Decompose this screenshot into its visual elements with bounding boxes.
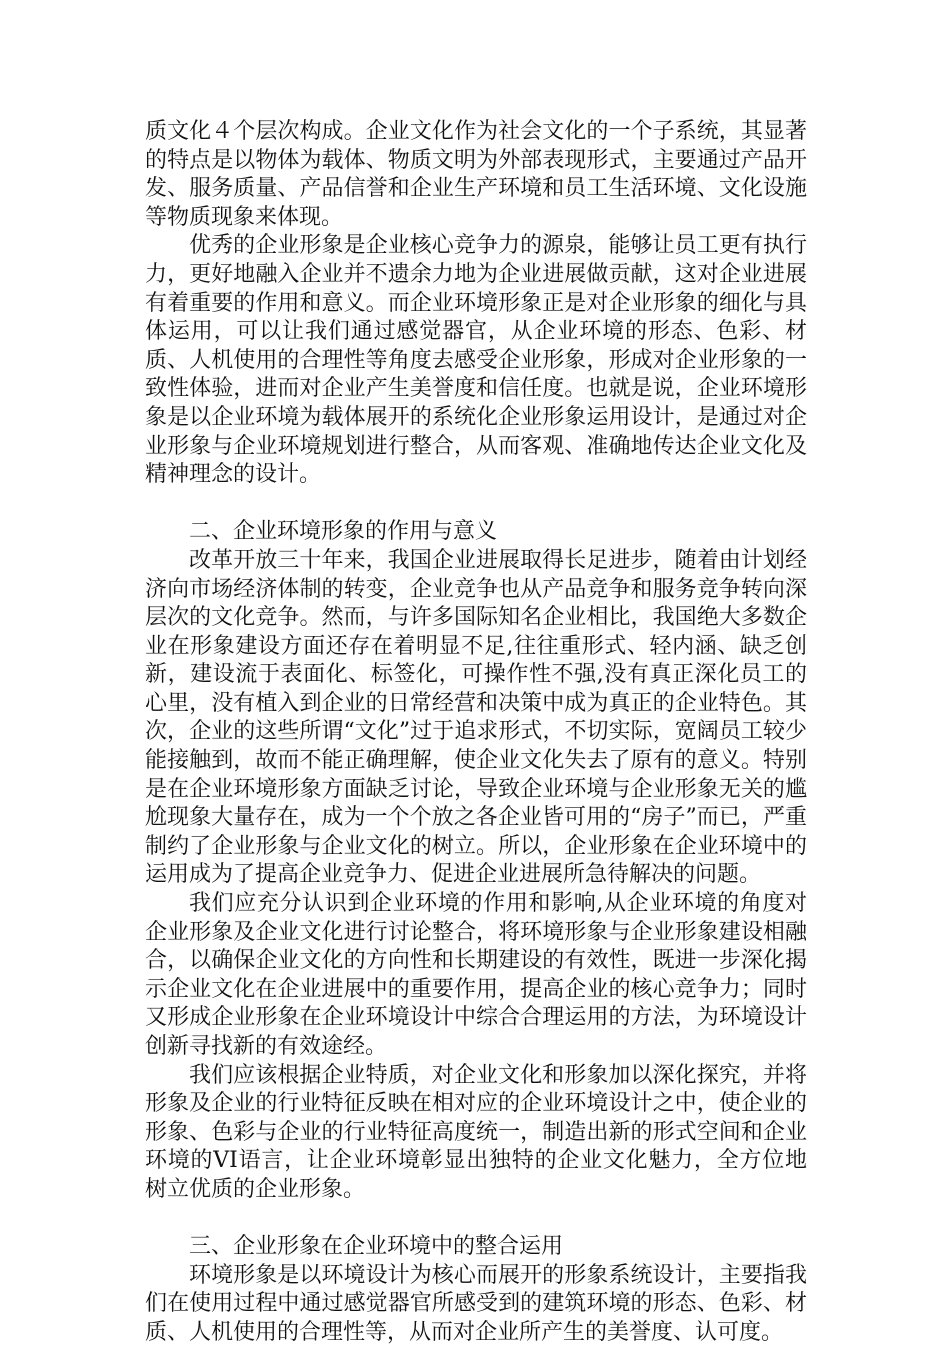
paragraph-continuation: 质文化４个层次构成。企业文化作为社会文化的一个子系统，其显著的特点是以物体为载体、物质文明为外部表现形式，主要通过产品开发、服务质量、产品信誉和企业生产环境和员工生活环境、文化设施等物质现象来体现。 <box>145 119 807 230</box>
section-heading-2: 二、企业环境形象的作用与意义 <box>189 519 498 545</box>
paragraph-corporate-image: 优秀的企业形象是企业核心竞争力的源泉，能够让员工更有执行力，更好地融入企业并不遗余力地为企业进展做贡献，这对企业进展有着重要的作用和意义。而企业环境形象正是对企业形象的细化与具体运用，可以让我们通过感觉器官，从企业环境的形态、色彩、材质、人机使用的合理性等角度去感受企业形象，形成对企业形象的一致性体验，进而对企业产生美誉度和信任度。也就是说，企业环境形象是以企业环境为载体展开的系统化企业形象运用设计，是通过对企业形象与企业环境规划进行整合，从而客观、准确地传达企业文化及精神理念的设计。 <box>145 233 807 488</box>
paragraph-reform: 改革开放三十年来，我国企业进展取得长足进步，随着由计划经济向市场经济体制的转变，企业竞争也从产品竞争和服务竞争转向深层次的文化竞争。然而，与许多国际知名企业相比，我国绝大多数企业在形象建设方面还存在着明显不足,往往重形式、轻内涵、缺乏创新，建设流于表面化、标签化，可操作性不强,没有真正深化员工的心里，没有植入到企业的日常经营和决策中成为真正的企业特色。其次，企业的这些所谓“文化”过于追求形式，不切实际，宽阔员工较少能接触到，故而不能正确理解，使企业文化失去了原有的意义。特别是在企业环境形象方面缺乏讨论，导致企业环境与企业形象无关的尴尬现象大量存在，成为一个个放之各企业皆可用的“房子”而已，严重制约了企业形象与企业文化的树立。所以，企业形象在企业环境中的运用成为了提高企业竞争力、促进企业进展所急待解决的问题。 <box>145 547 807 888</box>
paragraph-recognize: 我们应充分认识到企业环境的作用和影响,从企业环境的角度对企业形象及企业文化进行讨论整合，将环境形象与企业形象建设相融合，以确保企业文化的方向性和长期建设的有效性，既进一步深化揭示企业文化在企业进展中的重要作用，提高企业的核心竞争力；同时又形成企业形象在企业环境设计中综合合理运用的方法，为环境设计创新寻找新的有效途经。 <box>145 891 807 1059</box>
section-heading-3: 三、企业形象在企业环境中的整合运用 <box>189 1234 564 1260</box>
document-page <box>145 118 807 1348</box>
paragraph-environment-image: 环境形象是以环境设计为核心而展开的形象系统设计，主要指我们在使用过程中通过感觉器官所感受到的建筑环境的形态、色彩、材质、人机使用的合理性等，从而对企业所产生的美誉度、认可度。 <box>145 1262 807 1345</box>
paragraph-spacer <box>145 490 807 519</box>
paragraph-spacer <box>145 1205 807 1234</box>
paragraph-deepen: 我们应该根据企业特质，对企业文化和形象加以深化探究，并将形象及企业的行业特征反映在相对应的企业环境设计之中，使企业的形象、色彩与企业的行业特征高度统一，制造出新的形式空间和企业环境的VI语言，让企业环境彰显出独特的企业文化魅力，全方位地树立优质的企业形象。 <box>145 1062 807 1202</box>
